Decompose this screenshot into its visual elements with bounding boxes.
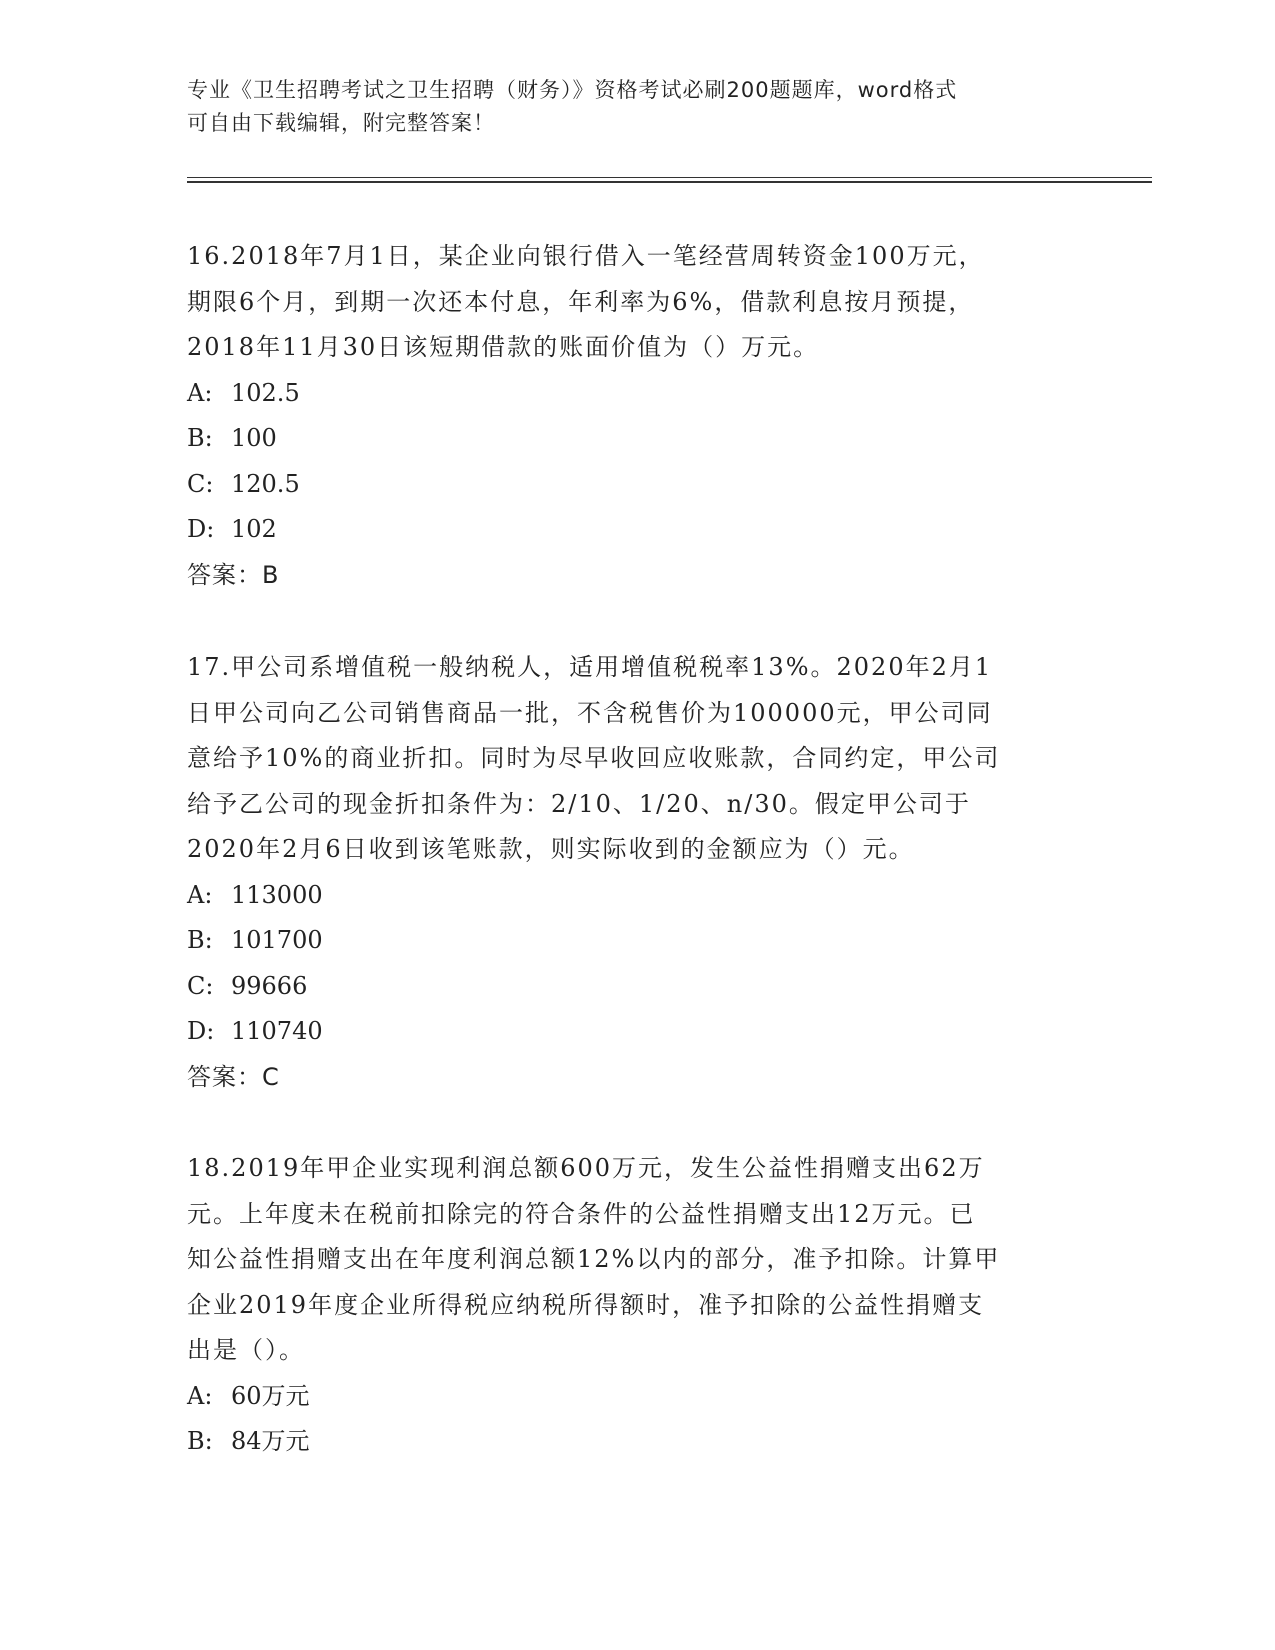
stem-line: 期限6个月，到期一次还本付息，年利率为6%，借款利息按月预提， xyxy=(187,287,975,316)
option-d xyxy=(187,507,1087,553)
option-key: A: xyxy=(187,1381,213,1410)
option-text: 102 xyxy=(231,515,277,543)
stem-line: 元。上年度未在税前扣除完的符合条件的公益性捐赠支出12万元。已 xyxy=(187,1199,976,1228)
option-key: C: xyxy=(187,469,214,498)
question-stem xyxy=(187,645,1087,873)
answer-text: 答案：C xyxy=(187,1062,280,1091)
option-text: 110740 xyxy=(231,1017,323,1045)
question-16 xyxy=(187,234,1087,598)
option-key: B: xyxy=(187,1427,213,1455)
option-b xyxy=(187,1419,1087,1465)
header-divider-thin xyxy=(187,177,1152,178)
option-key: B: xyxy=(187,424,213,452)
question-stem xyxy=(187,234,1087,371)
option-d xyxy=(187,1009,1087,1055)
header-line-2: 可自由下载编辑，附完整答案！ xyxy=(187,111,495,135)
option-text: 100 xyxy=(231,424,277,452)
option-text: 113000 xyxy=(231,880,323,909)
stem-line: 给予乙公司的现金折扣条件为：2/10、1/20、n/30。假定甲公司于 xyxy=(187,789,971,818)
option-a xyxy=(187,1374,1087,1420)
stem-line: 日甲公司向乙公司销售商品一批，不含税售价为100000元，甲公司同 xyxy=(187,698,993,727)
answer-text: 答案：B xyxy=(187,560,280,589)
option-key: D: xyxy=(187,1017,215,1045)
stem-line: 18.2019年甲企业实现利润总额600万元，发生公益性捐赠支出62万 xyxy=(187,1154,985,1182)
option-c xyxy=(187,462,1087,508)
option-key: C: xyxy=(187,971,214,1000)
option-text: 60万元 xyxy=(231,1381,310,1410)
question-stem xyxy=(187,1146,1087,1374)
header-divider-thick xyxy=(187,181,1152,183)
option-a xyxy=(187,873,1087,919)
option-c xyxy=(187,964,1087,1010)
question-18 xyxy=(187,1146,1087,1465)
option-text: 99666 xyxy=(231,971,308,1000)
option-text: 102.5 xyxy=(231,378,300,407)
option-text: 120.5 xyxy=(231,469,300,498)
option-key: D: xyxy=(187,515,215,543)
question-17 xyxy=(187,645,1087,1100)
option-b xyxy=(187,918,1087,964)
stem-line: 企业2019年度企业所得税应纳税所得额时，准予扣除的公益性捐赠支 xyxy=(187,1290,985,1319)
stem-line: 17.甲公司系增值税一般纳税人，适用增值税税率13%。2020年2月1 xyxy=(187,653,993,681)
option-a xyxy=(187,371,1087,417)
option-key: A: xyxy=(187,378,213,407)
header-line-1: 专业《卫生招聘考试之卫生招聘（财务）》资格考试必刷200题题库，word格式 xyxy=(187,78,958,102)
option-text: 101700 xyxy=(231,926,323,954)
stem-line: 16.2018年7月1日，某企业向银行借入一笔经营周转资金100万元， xyxy=(187,242,985,270)
option-key: A: xyxy=(187,880,213,909)
document-header xyxy=(187,74,1067,140)
option-b xyxy=(187,416,1087,462)
option-text: 84万元 xyxy=(231,1427,310,1455)
option-key: B: xyxy=(187,926,213,954)
stem-line: 意给予10%的商业折扣。同时为尽早收回应收账款，合同约定，甲公司 xyxy=(187,744,1001,772)
stem-line: 知公益性捐赠支出在年度利润总额12%以内的部分，准予扣除。计算甲 xyxy=(187,1245,1001,1273)
stem-line: 2020年2月6日收到该笔账款，则实际收到的金额应为（）元。 xyxy=(187,835,915,863)
stem-line: 出是（）。 xyxy=(187,1336,305,1364)
stem-line: 2018年11月30日该短期借款的账面价值为（）万元。 xyxy=(187,333,820,361)
